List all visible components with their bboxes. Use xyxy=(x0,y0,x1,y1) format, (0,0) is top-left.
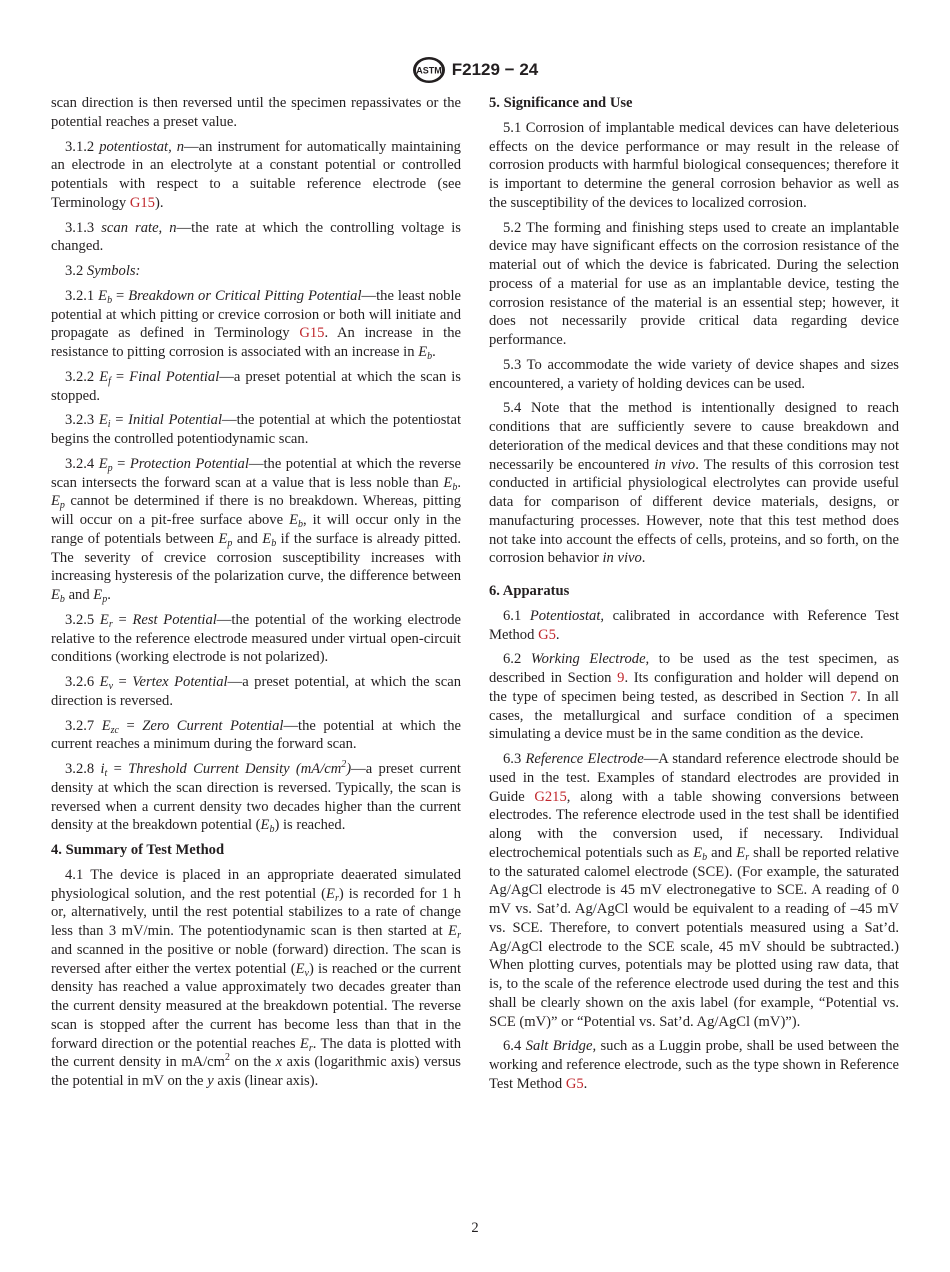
document-id: F2129 − 24 xyxy=(451,60,539,79)
paragraph-6-1: 6.1 Potentiostat, calibrated in accordance with Reference Test Method G5. xyxy=(489,607,899,643)
page-header xyxy=(0,56,950,89)
section-heading-4: 4. Summary of Test Method xyxy=(51,842,225,858)
page-number: 2 xyxy=(471,1220,479,1236)
paragraph-3-2-4: 3.2.4 $E_p$ = Protection Potential—the potential at which the reverse scan intersects the forward scan at a value that is less noble than $E_b$. $E_p$ cannot be determined if there is no breakdown. Whereas, pitting will occur on a pit-free surface above $E_b$, it will occur only in the range of potentials between $E_p$ and $E_b$ if the surface is already pitted. The severity of crevice corrosion susceptibility increases with increasing hysteresis of the polarization curve, the difference between $E_b$ and $E_p$. xyxy=(51,455,461,605)
section-heading-6: 6. Apparatus xyxy=(489,583,570,599)
paragraph-6-4: 6.4 Salt Bridge, such as a Luggin probe, shall be used between the working and reference electrode, such as the type shown in Reference Test Method G5. xyxy=(489,1038,899,1092)
paragraph-5-3: 5.3 To accommodate the wide variety of device shapes and sizes encountered, a variety of holding devices can be used. xyxy=(489,356,899,392)
paragraph-4-1: 4.1 The device is placed in an appropriate deaerated simulated physiological solution, and the rest potential $(E_r)$ is recorded for 1 h or, alternatively, until the rest potential stabilizes to a rate of change less than 3 mV/min. The potentiodynamic scan is then started at $E_r$ and scanned in the positive or noble (forward) direction. The scan is reversed after either the vertex potential $(E_v)$ is reached or the current density has reached a value approximately two decades greater than the current density measured at the breakdown potential. The reverse scan is stopped after the current has become less than that in the forward direction or the potential reaches $E_r$. The data is plotted with the current density in $mA/cm^2$ on the x axis (logarithmic axis) versus the potential in mV on the y axis (linear axis). xyxy=(51,866,462,1089)
link-g215[interactable]: G215 xyxy=(534,788,567,805)
paragraph-3-2: 3.2 Symbols: xyxy=(65,263,141,279)
paragraph-scan-direction: scan direction is then reversed until the specimen repassivates or the potential reaches a preset value. xyxy=(51,95,461,130)
paragraph-3-1-2: 3.1.2 potentiostat, n—an instrument for automatically maintaining an electrode in an electrolyte at a constant potential or controlled potentials with respect to a suitable reference electrode (see Terminology G15). xyxy=(51,138,461,211)
astm-logo-icon xyxy=(412,56,446,84)
paragraph-3-2-1: 3.2.1 $E_b$ = Breakdown or Critical Pitting Potential—the least noble potential at which pitting or crevice corrosion or both will initiate and propagate as defined in Terminology G15. An increase in the resistance to pitting corrosion is associated with an increase in $E_b$. xyxy=(51,287,461,362)
paragraph-5-4: 5.4 Note that the method is intentionally designed to reach conditions that are sufficiently severe to cause breakdown and deterioration of the medical devices and that these conditions may not necessarily be encountered in vivo. The results of this corrosion test conducted in artificial physiological electrolytes can provide useful data for comparison of different device materials, designs, or manufacturing processes. However, note that this test method does not take into account the effects of cells, proteins, and so forth, on the corrosion behavior in vivo. xyxy=(489,400,900,567)
link-g15[interactable]: G15 xyxy=(299,325,325,342)
paragraph-5-1: 5.1 Corrosion of implantable medical devices can have deleterious effects on the device performance or may result in the release of corrosion products with harmful biological consequences; therefore it is important to determine the general corrosion behavior as well as the susceptibility of the devices to localized corrosion. xyxy=(489,119,899,211)
paragraph-3-2-3: 3.2.3 $E_i$ = Initial Potential—the potential at which the potentiostat begins the controlled potentiodynamic scan. xyxy=(51,412,462,447)
paragraph-3-2-8: 3.2.8 $i_t$ = Threshold Current Density $(mA/cm^2)—a$ preset current density at which the scan direction is reversed. Typically, the scan is reversed when a current density two decades higher than the current density at the breakdown potential $(E_b)$ is reached. xyxy=(51,759,461,836)
paragraph-3-2-5: 3.2.5 $E_r$ = Rest Potential—the potential of the working electrode relative to the reference electrode measured under virtual open-circuit conditions (working electrode is not polarized). xyxy=(51,611,462,666)
link-section-9[interactable]: 9 xyxy=(617,670,625,686)
link-section-7[interactable]: 7 xyxy=(849,688,858,705)
svg-text:ASTM: ASTM xyxy=(416,65,442,76)
link-g5[interactable]: G5 xyxy=(565,1075,584,1092)
paragraph-6-3: 6.3 Reference Electrode—A standard reference electrode should be used in the test. Examples of standard electrodes are provided in Guide G215, along with a table showing conversions between electrodes. The reference electrode used in the test shall be identified along with the conversion used, if necessary. Individual electrochemical potentials such as $E_b$ and $E_r$ shall be reported relative to the saturated calomel electrode (SCE). (For example, the saturated Ag/AgCl electrode is 45 mV electronegative to SCE. A reading of 0 mV vs. Sat’d. Ag/AgCl would be equivalent to a reading of –45 mV vs. SCE. Therefore, to convert potentials measured using a Sat’d. Ag/AgCl electrode to the SCE scale, 45 mV should be subtracted.) When plotting curves, potentials may be plotted using raw data, that is, to the scale of the reference electrode used during the test and this shall be clearly shown on the axis label (for example, “Potential vs. SCE (mV)” or “Potential vs. Sat’d. Ag/AgCl (mV)”). xyxy=(489,751,899,1030)
link-g15[interactable]: G15 xyxy=(129,194,155,211)
section-heading-5: 5. Significance and Use xyxy=(489,95,633,111)
paragraph-3-2-6: 3.2.6 $E_v$ = Vertex Potential—a preset potential, at which the scan direction is reversed. xyxy=(51,674,461,709)
paragraph-3-2-2: 3.2.2 $E_f$ = Final Potential—a preset potential at which the scan is stopped. xyxy=(51,368,461,404)
link-g5[interactable]: G5 xyxy=(538,626,556,643)
left-column xyxy=(51,94,461,1097)
right-column xyxy=(489,94,899,1100)
paragraph-3-1-3: 3.1.3 scan rate, n—the rate at which the controlling voltage is changed. xyxy=(51,219,461,255)
paragraph-6-2: 6.2 Working Electrode, to be used as the test specimen, as described in Section 9. Its configuration and holder will depend on the type of specimen being tested, as described in Section 7. In all cases, the metallurgical and surface condition of a specimen simulating a device must be in the same condition as the device. xyxy=(489,651,899,743)
paragraph-5-2: 5.2 The forming and finishing steps used to create an implantable device may have significant effects on the corrosion resistance of the material out of which the device is fabricated. During the selection process of a material for use as an implantable device, testing the corrosion resistance of the material is an essential step; however, it does not necessarily provide critical data regarding device performance. xyxy=(489,219,899,348)
paragraph-3-2-7: 3.2.7 $E_{zc}$ = Zero Current Potential—the potential at which the current reaches a minimum during the forward scan. xyxy=(51,717,461,753)
